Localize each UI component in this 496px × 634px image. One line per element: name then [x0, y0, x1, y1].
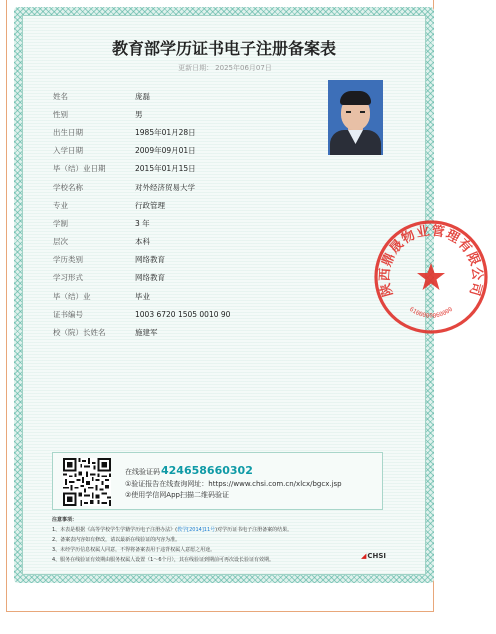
verification-code-line [125, 464, 253, 477]
field-value: 3 年 [135, 218, 150, 228]
chsi-name: CHSI [367, 552, 387, 560]
field-label: 专业 [53, 200, 68, 210]
field-row [53, 196, 313, 214]
field-label: 学校名称 [53, 182, 83, 192]
note-text: )对学历证书电子注册备案的结果。 [215, 527, 293, 533]
field-label: 入学日期 [53, 146, 83, 156]
verification-app-line: ②使用学信网App扫描二维码验证 [125, 491, 229, 499]
field-label: 出生日期 [53, 127, 83, 137]
field-row [53, 123, 313, 141]
notes-section [52, 515, 392, 565]
field-row [53, 87, 313, 105]
regulation-link[interactable]: 教学[2014]11号 [177, 527, 216, 533]
qr-code-icon[interactable] [63, 458, 111, 506]
field-row [53, 323, 313, 341]
field-row [53, 160, 313, 178]
field-row [53, 269, 313, 287]
update-value: 2025年06月07日 [215, 64, 272, 72]
field-value: 2009年09月01日 [135, 146, 196, 156]
svg-text:6100000060000: 6100000060000 [407, 305, 455, 320]
verification-url-line: ①验证报告在线查询网址：https://www.chsi.com.cn/xlcx/bgcx.jsp [125, 480, 342, 488]
verification-box [52, 452, 383, 510]
id-photo [328, 80, 383, 155]
field-row [53, 105, 313, 123]
update-label: 更新日期： [178, 64, 214, 72]
note-item: 2、备案表内容如有修改，请以最新在线验证的内容为准。 [52, 537, 181, 543]
company-seal [371, 217, 491, 337]
note-item: 4、服务在线验证有效期由服务权属人设置（1～6个月），其在线验证到期前可再次设长验证有效期。 [52, 557, 275, 563]
field-value: 1985年01月28日 [135, 127, 196, 137]
field-row [53, 287, 313, 305]
field-value: 2015年01月15日 [135, 164, 196, 174]
chsi-logo [361, 552, 386, 560]
field-value: 网络教育 [135, 255, 165, 265]
field-label: 学历类别 [53, 255, 83, 265]
field-label: 毕（结）业日期 [53, 164, 106, 174]
verification-code-label: 在线验证码 [125, 468, 160, 476]
notes-title: 注意事项： [52, 517, 78, 523]
field-label: 性别 [53, 109, 68, 119]
field-value: 本科 [135, 237, 150, 247]
field-value: 施建军 [135, 328, 158, 338]
field-row [53, 233, 313, 251]
field-value: 男 [135, 109, 143, 119]
field-label: 学习形式 [53, 273, 83, 283]
field-label: 层次 [53, 237, 68, 247]
note-item [52, 525, 392, 535]
svg-text:陕西鼎晟物业管理有限公司: 陕西鼎晟物业管理有限公司 [377, 223, 485, 299]
field-row [53, 142, 313, 160]
field-label: 学制 [53, 218, 68, 228]
field-value: 行政管理 [135, 200, 165, 210]
field-value: 毕业 [135, 291, 150, 301]
field-value: 1003 6720 1505 0010 90 [135, 309, 231, 319]
field-label: 姓名 [53, 91, 68, 101]
record-fields [53, 87, 313, 342]
note-text: 1、本表是根据《高等学校学生学籍学历电子注册办法》( [52, 527, 178, 533]
field-label: 校（院）长姓名 [53, 328, 106, 338]
chsi-mark-icon: ◢ [361, 552, 367, 560]
field-row [53, 305, 313, 323]
field-row [53, 251, 313, 269]
update-date [22, 63, 426, 73]
field-value: 网络教育 [135, 273, 165, 283]
field-value: 庞磊 [135, 91, 150, 101]
field-value: 对外经济贸易大学 [135, 182, 195, 192]
field-label: 毕（结）业 [53, 291, 91, 301]
field-row [53, 214, 313, 232]
verification-code[interactable]: 424658660302 [161, 464, 253, 477]
field-label: 证书编号 [53, 309, 83, 319]
field-row [53, 178, 313, 196]
document-title: 教育部学历证书电子注册备案表 [111, 39, 336, 58]
note-item: 3、未经学历信息权属人同意，不得将备案表用于违背权属人意愿之用途。 [52, 547, 216, 553]
